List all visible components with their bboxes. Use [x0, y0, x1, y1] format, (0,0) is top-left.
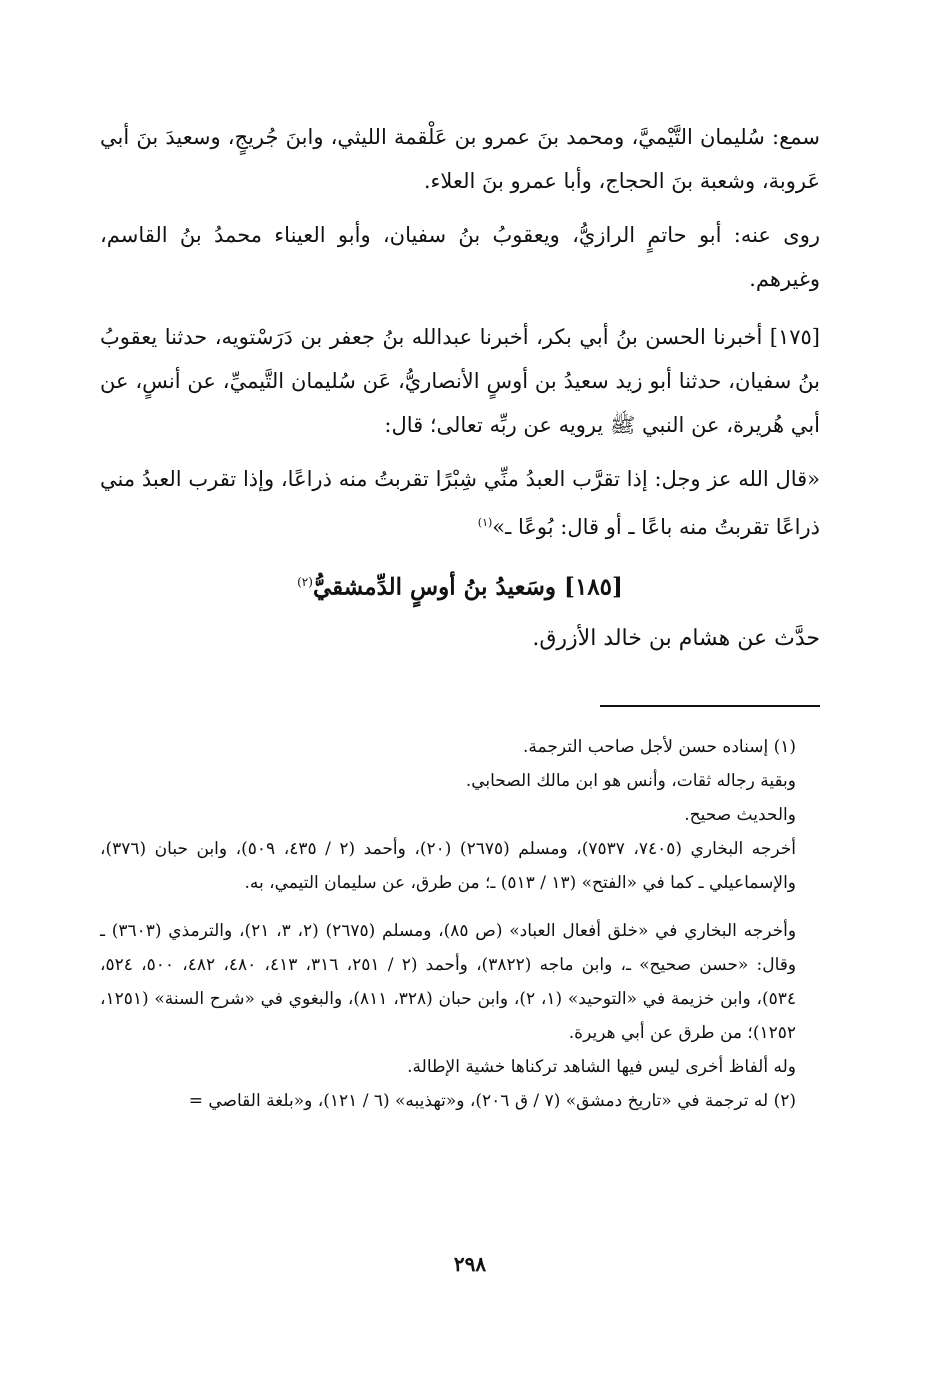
entry-narrated-from: حدَّث عن هشام بن خالد الأزرق. [532, 625, 820, 651]
biography-narrators: روى عنه: أبو حاتمٍ الرازيُّ، ويعقوبُ بنُ سفيان، وأبو العيناء محمدُ بنُ القاسم، وغيرهم. [100, 223, 820, 291]
footnote-ref-2: (٢) [297, 575, 313, 589]
hadith-isnad: [١٧٥] أخبرنا الحسن بنُ أبي بكر، أخبرنا عبدالله بنُ جعفر بن دَرَسْتويه، حدثنا يعقوبُ بنُ سفيان، حدثنا أبو زيد سعيدُ بن أوسٍ الأنصاريُّ، عَن سُليمان التَّيميِّ، عن أنسٍ، عن أبي هُريرة، عن النبي ﷺ يرويه عن ربِّه تعالى؛ قال: [100, 325, 820, 437]
footnote-1-narrators: وبقية رجاله ثقات، وأنس هو ابن مالك الصحابي. [465, 771, 796, 791]
page-number: ٢٩٨ [453, 1252, 487, 1276]
footnote-1-takhrij-a: أخرجه البخاري (٧٤٠٥، ٧٥٣٧)، ومسلم (٢٦٧٥) (٢٠)، وأحمد (٢ / ٤٣٥، ٥٠٩)، وابن حبان (٣٧٦)، والإسماعيلي ـ كما في «الفتح» (١٣ / ٥١٣) ـ؛ من طرق، عن سليمان التيمي، به. [100, 839, 797, 893]
footnote-2: (٢) له ترجمة في «تاريخ دمشق» (٧ / ق ٢٠٦)، و«تهذيبه» (٦ / ١٢١)، و«بلغة القاصي = [188, 1091, 796, 1111]
hadith-matn [100, 457, 820, 549]
footnote-ref-1: (١) [477, 516, 493, 529]
hadith-matn-text: «قال الله عز وجل: إذا تقرَّب العبدُ منِّي شِبْرًا تقربتُ منه ذراعًا، وإذا تقرب العبدُ مني ذراعًا تقربتُ منه باعًا ـ أو قال: بُوعًا ـ» [100, 467, 820, 539]
footnote-1-authenticity: والحديث صحيح. [684, 805, 796, 825]
footnote-1-other-wordings: وله ألفاظ أخرى ليس فيها الشاهد تركناها خشية الإطالة. [407, 1057, 796, 1077]
biography-heard-from: سمع: سُليمان التَّيْميَّ، ومحمد بنَ عمرو بن عَلْقمة الليثي، وابنَ جُريجٍ، وسعيدَ بنَ أبي عَروبة، وشعبة بنَ الحجاج، وأبا عمرو بنَ العلاء. [100, 125, 820, 193]
entry-heading [100, 559, 820, 611]
footnotes [100, 730, 820, 1118]
footnote-1-grading: (١) إسناده حسن لأجل صاحب الترجمة. [523, 737, 796, 757]
footnote-1-takhrij-b: وأخرجه البخاري في «خلق أفعال العباد» (ص ٨٥)، ومسلم (٢٦٧٥) (٢، ٣، ٢١)، والترمذي (٣٦٠٣) ـ وقال: «حسن صحيح» ـ، وابن ماجه (٣٨٢٢)، وأحمد (٢ / ٢٥١، ٣١٦، ٤١٣، ٤٨٠، ٤٨٢، ٥٠٠، ٥٢٤، ٥٣٤)، وابن خزيمة في «التوحيد» (١، ٢)، وابن حبان (٣٢٨، ٨١١)، والبغوي في «شرح السنة» (١٢٥١، ١٢٥٢)؛ من طرق عن أبي هريرة. [100, 921, 797, 1043]
main-text [100, 115, 820, 671]
entry-heading-text: [١٨٥] وسَعيدُ بنُ أوسٍ الدِّمشقيُّ [312, 573, 623, 601]
footnote-divider [600, 705, 820, 707]
